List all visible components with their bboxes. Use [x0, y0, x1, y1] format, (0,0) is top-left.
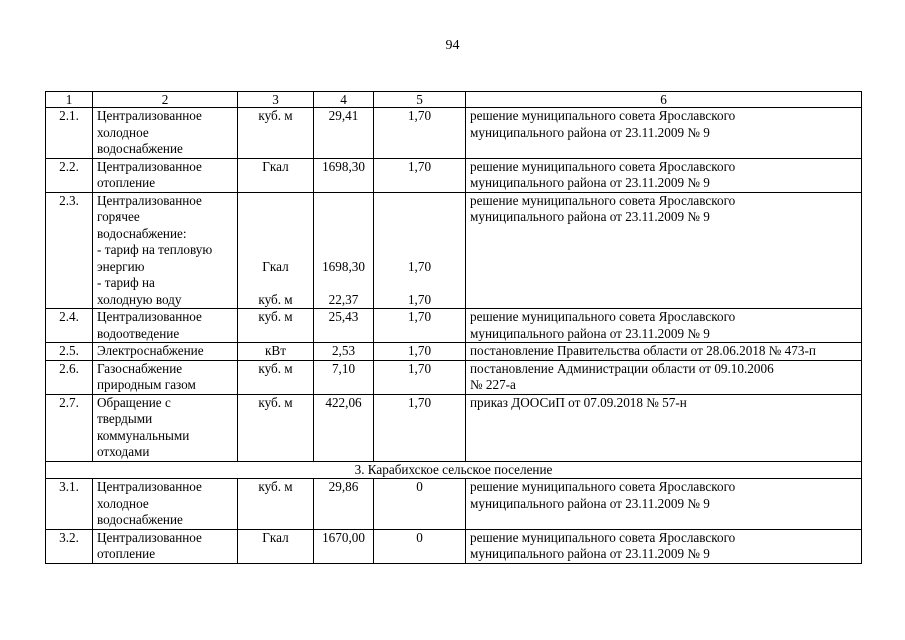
row-number: 3.2.	[46, 529, 93, 563]
column-header: 4	[314, 92, 374, 108]
row-number: 2.6.	[46, 360, 93, 394]
service-name: Обращение с твердыми коммунальными отходами	[93, 394, 238, 461]
table-row	[46, 192, 862, 309]
unit: Гкал	[238, 158, 314, 192]
coefficient: 1,70	[374, 158, 466, 192]
row-number: 2.4.	[46, 309, 93, 343]
table-row	[46, 479, 862, 530]
tariff-value: 1698,30	[314, 158, 374, 192]
legal-basis: решение муниципального совета Ярославского муниципального района от 23.11.2009 № 9	[466, 309, 862, 343]
unit: куб. м	[238, 394, 314, 461]
row-number: 2.5.	[46, 343, 93, 361]
tariff-value: 29,86	[314, 479, 374, 530]
coefficient: 0	[374, 529, 466, 563]
tariff-value: 1698,30 22,37	[314, 192, 374, 309]
service-name: Централизованное отопление	[93, 158, 238, 192]
legal-basis: решение муниципального совета Ярославского муниципального района от 23.11.2009 № 9	[466, 158, 862, 192]
coefficient: 1,70 1,70	[374, 192, 466, 309]
column-header: 3	[238, 92, 314, 108]
service-name: Централизованное холодное водоснабжение	[93, 108, 238, 159]
legal-basis: приказ ДООСиП от 07.09.2018 № 57-н	[466, 394, 862, 461]
coefficient: 0	[374, 479, 466, 530]
legal-basis: постановление Правительства области от 28.06.2018 № 473-п	[466, 343, 862, 361]
row-number: 2.2.	[46, 158, 93, 192]
table-row	[46, 158, 862, 192]
legal-basis: решение муниципального совета Ярославского муниципального района от 23.11.2009 № 9	[466, 192, 862, 309]
unit: куб. м	[238, 360, 314, 394]
service-name: Централизованное отопление	[93, 529, 238, 563]
legal-basis: решение муниципального совета Ярославского муниципального района от 23.11.2009 № 9	[466, 479, 862, 530]
section-title: 3. Карабихское сельское поселение	[46, 461, 862, 479]
section-row	[46, 461, 862, 479]
legal-basis: решение муниципального совета Ярославского муниципального района от 23.11.2009 № 9	[466, 108, 862, 159]
coefficient: 1,70	[374, 108, 466, 159]
service-name: Газоснабжение природным газом	[93, 360, 238, 394]
unit: куб. м	[238, 108, 314, 159]
table-row	[46, 529, 862, 563]
tariff-value: 2,53	[314, 343, 374, 361]
tariff-value: 7,10	[314, 360, 374, 394]
column-header: 6	[466, 92, 862, 108]
unit: куб. м	[238, 479, 314, 530]
tariff-value: 1670,00	[314, 529, 374, 563]
unit: кВт	[238, 343, 314, 361]
table-row	[46, 360, 862, 394]
service-name: Централизованное холодное водоснабжение	[93, 479, 238, 530]
service-name: Электроснабжение	[93, 343, 238, 361]
table-row	[46, 343, 862, 361]
coefficient: 1,70	[374, 394, 466, 461]
unit: Гкал	[238, 529, 314, 563]
table-header-row	[46, 92, 862, 108]
legal-basis: решение муниципального совета Ярославского муниципального района от 23.11.2009 № 9	[466, 529, 862, 563]
tariff-value: 25,43	[314, 309, 374, 343]
service-name: Централизованное горячее водоснабжение: - тариф на тепловую энергию - тариф на холодную воду	[93, 192, 238, 309]
row-number: 2.3.	[46, 192, 93, 309]
table-row	[46, 108, 862, 159]
table-row	[46, 309, 862, 343]
column-header: 5	[374, 92, 466, 108]
unit: куб. м	[238, 309, 314, 343]
column-header: 2	[93, 92, 238, 108]
tariff-value: 29,41	[314, 108, 374, 159]
tariff-table	[45, 91, 862, 564]
legal-basis: постановление Администрации области от 09.10.2006 № 227-а	[466, 360, 862, 394]
unit: Гкал куб. м	[238, 192, 314, 309]
table-row	[46, 394, 862, 461]
coefficient: 1,70	[374, 309, 466, 343]
service-name: Централизованное водоотведение	[93, 309, 238, 343]
row-number: 3.1.	[46, 479, 93, 530]
tariff-value: 422,06	[314, 394, 374, 461]
page-number: 94	[445, 38, 460, 53]
coefficient: 1,70	[374, 360, 466, 394]
coefficient: 1,70	[374, 343, 466, 361]
row-number: 2.7.	[46, 394, 93, 461]
column-header: 1	[46, 92, 93, 108]
row-number: 2.1.	[46, 108, 93, 159]
